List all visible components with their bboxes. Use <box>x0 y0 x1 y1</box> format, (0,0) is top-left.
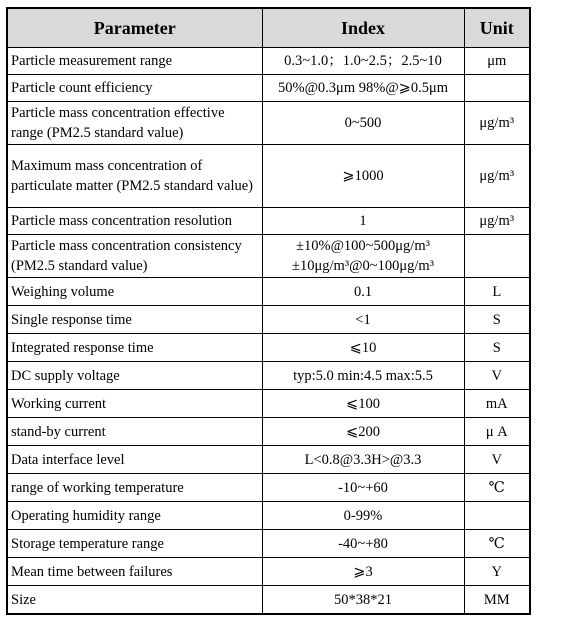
unit-cell: Y <box>464 558 530 586</box>
header-row <box>7 8 530 48</box>
unit-cell: ℃ <box>464 474 530 502</box>
parameter-cell: Maximum mass concentration of particulate matter (PM2.5 standard value) <box>7 145 262 208</box>
unit-cell: MM <box>464 586 530 615</box>
parameter-cell: Particle measurement range <box>7 48 262 75</box>
spec-table <box>6 7 531 615</box>
unit-cell <box>464 235 530 278</box>
index-cell: ⩽200 <box>262 418 464 446</box>
header-parameter: Parameter <box>7 8 262 48</box>
index-cell: 0-99% <box>262 502 464 530</box>
table-row <box>7 145 530 208</box>
table-row <box>7 502 530 530</box>
index-cell: typ:5.0 min:4.5 max:5.5 <box>262 362 464 390</box>
parameter-cell: Integrated response time <box>7 334 262 362</box>
index-cell: -40~+80 <box>262 530 464 558</box>
index-cell <box>262 235 464 278</box>
unit-cell <box>464 502 530 530</box>
parameter-cell: Particle mass concentration resolution <box>7 208 262 235</box>
parameter-cell: Working current <box>7 390 262 418</box>
table-row <box>7 208 530 235</box>
table-row <box>7 558 530 586</box>
index-cell: -10~+60 <box>262 474 464 502</box>
parameter-cell: Particle mass concentration consistency (PM2.5 standard value) <box>7 235 262 278</box>
table-row <box>7 306 530 334</box>
table-row <box>7 474 530 502</box>
table-row <box>7 278 530 306</box>
table-row <box>7 48 530 75</box>
parameter-cell: stand-by current <box>7 418 262 446</box>
parameter-cell: range of working temperature <box>7 474 262 502</box>
parameter-cell: Particle mass concentration effective range (PM2.5 standard value) <box>7 102 262 145</box>
unit-cell: L <box>464 278 530 306</box>
unit-cell: μg/m³ <box>464 145 530 208</box>
index-line: ±10%@100~500μg/m³ <box>296 238 430 254</box>
parameter-cell: Size <box>7 586 262 615</box>
table-row <box>7 102 530 145</box>
parameter-cell: Single response time <box>7 306 262 334</box>
table-row <box>7 235 530 278</box>
unit-cell: V <box>464 362 530 390</box>
index-cell: ⩾1000 <box>262 145 464 208</box>
index-cell: 50*38*21 <box>262 586 464 615</box>
index-cell: L<0.8@3.3H>@3.3 <box>262 446 464 474</box>
table-row <box>7 362 530 390</box>
index-cell: 0.1 <box>262 278 464 306</box>
table-row <box>7 418 530 446</box>
header-index: Index <box>262 8 464 48</box>
table-row <box>7 75 530 102</box>
index-cell: ⩽10 <box>262 334 464 362</box>
parameter-cell: Mean time between failures <box>7 558 262 586</box>
unit-cell: S <box>464 306 530 334</box>
index-cell: 1 <box>262 208 464 235</box>
unit-cell: μg/m³ <box>464 102 530 145</box>
header-unit: Unit <box>464 8 530 48</box>
parameter-cell: Particle count efficiency <box>7 75 262 102</box>
index-cell: 0~500 <box>262 102 464 145</box>
parameter-cell: Data interface level <box>7 446 262 474</box>
index-cell: 0.3~1.0；1.0~2.5；2.5~10 <box>262 48 464 75</box>
unit-cell: μg/m³ <box>464 208 530 235</box>
index-cell: 50%@0.3μm 98%@⩾0.5μm <box>262 75 464 102</box>
parameter-cell: DC supply voltage <box>7 362 262 390</box>
unit-cell: μ A <box>464 418 530 446</box>
index-cell: <1 <box>262 306 464 334</box>
parameter-cell: Weighing volume <box>7 278 262 306</box>
unit-cell: mA <box>464 390 530 418</box>
index-line: ±10μg/m³@0~100μg/m³ <box>291 258 434 274</box>
parameter-cell: Storage temperature range <box>7 530 262 558</box>
unit-cell <box>464 75 530 102</box>
parameter-cell: Operating humidity range <box>7 502 262 530</box>
unit-cell: μm <box>464 48 530 75</box>
unit-cell: ℃ <box>464 530 530 558</box>
table-row <box>7 446 530 474</box>
index-cell: ⩾3 <box>262 558 464 586</box>
index-cell: ⩽100 <box>262 390 464 418</box>
unit-cell: S <box>464 334 530 362</box>
table-row <box>7 390 530 418</box>
table-row <box>7 530 530 558</box>
table-row <box>7 586 530 615</box>
unit-cell: V <box>464 446 530 474</box>
table-row <box>7 334 530 362</box>
